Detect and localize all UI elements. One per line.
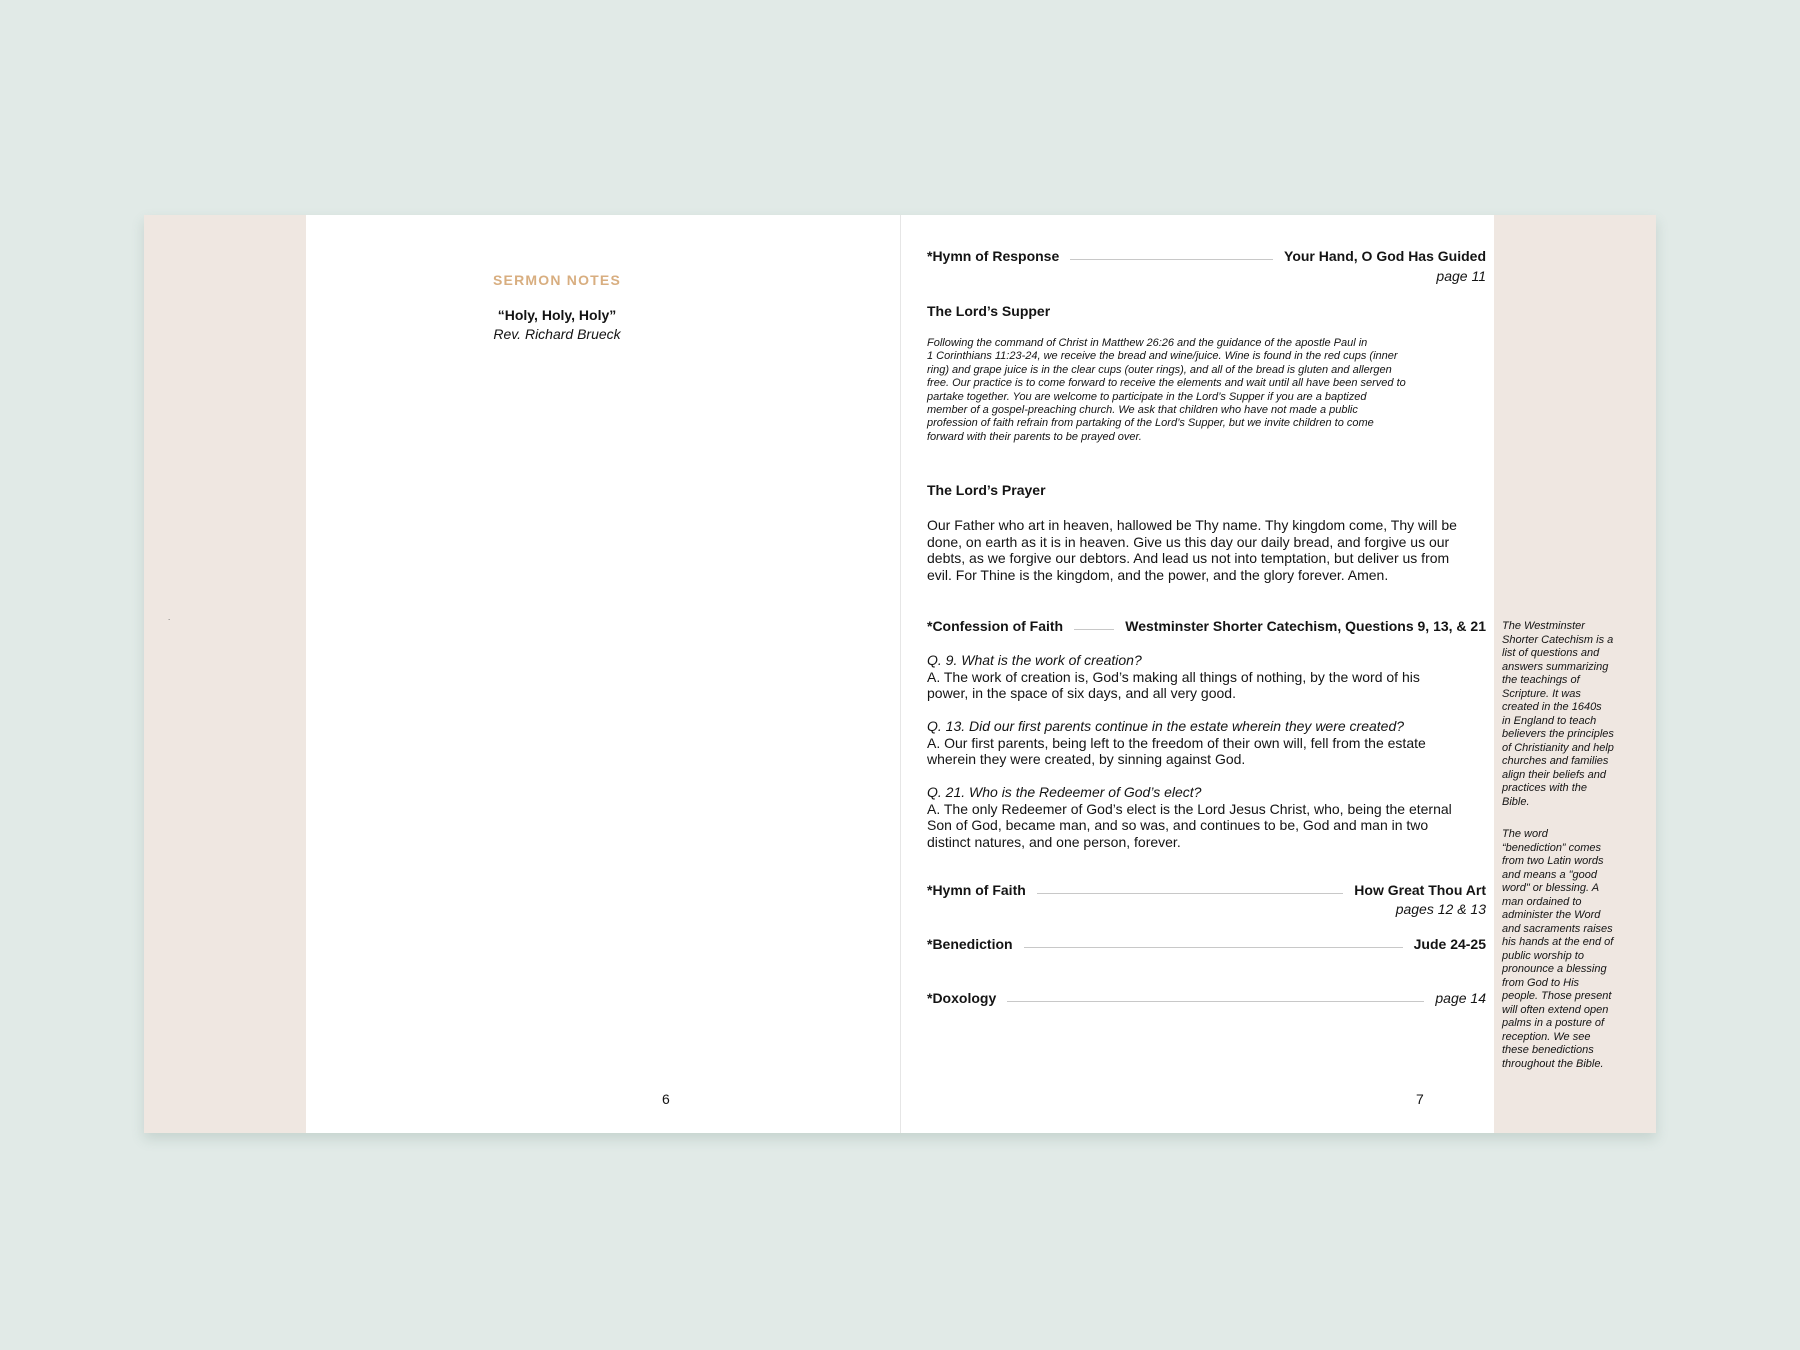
- benediction-label: *Benediction: [927, 936, 1013, 952]
- doxology-row: [927, 990, 1486, 1006]
- left-margin: [144, 215, 306, 1133]
- note-line: believers the principles: [1502, 728, 1614, 740]
- note-line: administer the Word: [1502, 909, 1601, 921]
- note-line: align their beliefs and: [1502, 768, 1606, 781]
- note-line: from God to His: [1502, 976, 1580, 989]
- note-line: palms in a posture of: [1502, 1017, 1605, 1029]
- doxology-page: page 14: [1435, 990, 1486, 1006]
- answer-line: Son of God, became man, and so was, and continues to be, God and man in two: [927, 817, 1429, 833]
- bulletin-spread: [144, 215, 1656, 1133]
- catechism-question: [927, 718, 1486, 768]
- confession-of-faith-title: Westminster Shorter Catechism, Questions 9, 13, & 21: [1125, 618, 1486, 634]
- leader-line: [1070, 259, 1273, 260]
- catechism-question: [927, 784, 1486, 850]
- leader-line: [1024, 947, 1403, 948]
- hymn-of-response-row: [927, 248, 1486, 264]
- note-line: reception. We see: [1502, 1030, 1591, 1043]
- text-line: partake together. You are welcome to participate in the Lord’s Supper if you are a baptized: [927, 390, 1367, 403]
- text-line: ring) and grape juice is in the clear cups (outer rings), and all of the bread is gluten and allergen: [927, 363, 1392, 376]
- note-line: throughout the Bible.: [1502, 1057, 1604, 1070]
- confession-of-faith-row: [927, 618, 1486, 634]
- answer-line: A. The work of creation is, God’s making all things of nothing, by the word of his: [927, 668, 1420, 685]
- text-line: Following the command of Christ in Matthew 26:26 and the guidance of the apostle Paul in: [927, 337, 1368, 349]
- answer-line: A. The only Redeemer of God’s elect is the Lord Jesus Christ, who, being the eternal: [927, 800, 1452, 817]
- note-line: these benedictions: [1502, 1044, 1594, 1056]
- leader-line: [1037, 893, 1344, 894]
- note-line: The Westminster: [1502, 620, 1585, 632]
- sermon-title: “Holy, Holy, Holy”: [497, 307, 617, 323]
- question-text: Q. 9. What is the work of creation?: [927, 652, 1142, 668]
- hymn-of-response-label: *Hymn of Response: [927, 248, 1060, 264]
- lords-supper-heading: The Lord’s Supper: [927, 303, 1051, 319]
- question-text: Q. 21. Who is the Redeemer of God’s elect?: [927, 784, 1202, 800]
- note-line: and sacraments raises: [1502, 922, 1613, 935]
- hymn-of-faith-label: *Hymn of Faith: [927, 882, 1026, 898]
- answer-line: power, in the space of six days, and all very good.: [927, 685, 1236, 701]
- note-line: will often extend open: [1502, 1003, 1609, 1016]
- right-page: [927, 215, 1487, 1133]
- lords-supper-text: [927, 337, 1482, 444]
- leader-line: [1074, 629, 1114, 630]
- note-line: Scripture. It was: [1502, 687, 1581, 700]
- answer-line: wherein they were created, by sinning against God.: [927, 751, 1246, 767]
- note-line: pronounce a blessing: [1502, 963, 1607, 975]
- question-text: Q. 13. Did our first parents continue in the estate wherein they were created?: [927, 718, 1405, 734]
- page-number-left: 6: [662, 1091, 670, 1107]
- note-line: created in the 1640s: [1502, 701, 1602, 713]
- hymn-of-response-title: Your Hand, O God Has Guided: [1284, 248, 1486, 264]
- preacher-name: Rev. Richard Brueck: [493, 326, 621, 342]
- note-line: list of questions and: [1502, 647, 1600, 659]
- text-line: free. Our practice is to come forward to receive the elements and wait until all have been served to: [927, 377, 1406, 390]
- text-line: forward with their parents to be prayed over.: [927, 430, 1142, 443]
- note-line: answers summarizing: [1502, 660, 1609, 673]
- answer-line: distinct natures, and one person, forever.: [927, 833, 1181, 850]
- text-line: evil. For Thine is the kingdom, and the power, and the glory forever. Amen.: [927, 566, 1389, 583]
- answer-line: A. Our first parents, being left to the freedom of their own will, fell from the estate: [927, 734, 1426, 751]
- doxology-label: *Doxology: [927, 990, 997, 1006]
- note-line: “benediction” comes: [1502, 841, 1602, 854]
- page-gutter: [900, 215, 901, 1133]
- lords-prayer-heading: The Lord’s Prayer: [927, 482, 1046, 498]
- hymn-of-faith-row: [927, 882, 1486, 898]
- note-line: Shorter Catechism is a: [1502, 633, 1614, 646]
- left-page: [306, 215, 900, 1133]
- text-line: Our Father who art in heaven, hallowed be Thy name. Thy kingdom come, Thy will be: [927, 517, 1457, 533]
- leader-line: [1007, 1001, 1424, 1002]
- margin-mark: .: [168, 613, 171, 622]
- note-line: in England to teach: [1502, 714, 1597, 727]
- note-line: public worship to: [1502, 949, 1584, 962]
- benediction-reference: Jude 24-25: [1413, 936, 1486, 952]
- text-line: debts, as we forgive our debtors. And lead us not into temptation, but deliver us from: [927, 550, 1450, 566]
- sermon-notes-title: SERMON NOTES: [493, 272, 621, 288]
- note-line: The word: [1502, 828, 1548, 840]
- note-line: of Christianity and help: [1502, 741, 1614, 754]
- note-line: from two Latin words: [1502, 855, 1604, 867]
- hymn-of-response-page: page 11: [1436, 268, 1486, 284]
- text-line: 1 Corinthians 11:23-24, we receive the bread and wine/juice. Wine is found in the red cups (inner: [927, 350, 1398, 363]
- note-line: practices with the: [1502, 782, 1587, 794]
- text-line: member of a gospel-preaching church. We ask that children who have not made a public: [927, 404, 1358, 417]
- benediction-sidebar-note: [1502, 828, 1637, 1071]
- note-line: people. Those present: [1502, 990, 1612, 1002]
- note-line: his hands at the end of: [1502, 936, 1614, 948]
- hymn-of-faith-title: How Great Thou Art: [1354, 882, 1486, 898]
- benediction-row: [927, 936, 1486, 952]
- text-line: done, on earth as it is in heaven. Give us this day our daily bread, and forgive us our: [927, 533, 1450, 550]
- note-line: and means a "good: [1502, 868, 1598, 881]
- hymn-of-faith-page: pages 12 & 13: [1395, 901, 1486, 917]
- page-number-right: 7: [1416, 1091, 1424, 1107]
- catechism-sidebar-note: [1502, 620, 1637, 809]
- catechism-question: [927, 652, 1486, 702]
- lords-prayer-text: [927, 517, 1486, 583]
- confession-of-faith-label: *Confession of Faith: [927, 618, 1064, 634]
- note-line: man ordained to: [1502, 895, 1582, 908]
- note-line: churches and families: [1502, 755, 1609, 767]
- note-line: word" or blessing. A: [1502, 882, 1600, 894]
- text-line: profession of faith refrain from partaking of the Lord’s Supper, but we invite children to come: [927, 417, 1374, 430]
- note-line: Bible.: [1502, 795, 1530, 808]
- note-line: the teachings of: [1502, 674, 1580, 686]
